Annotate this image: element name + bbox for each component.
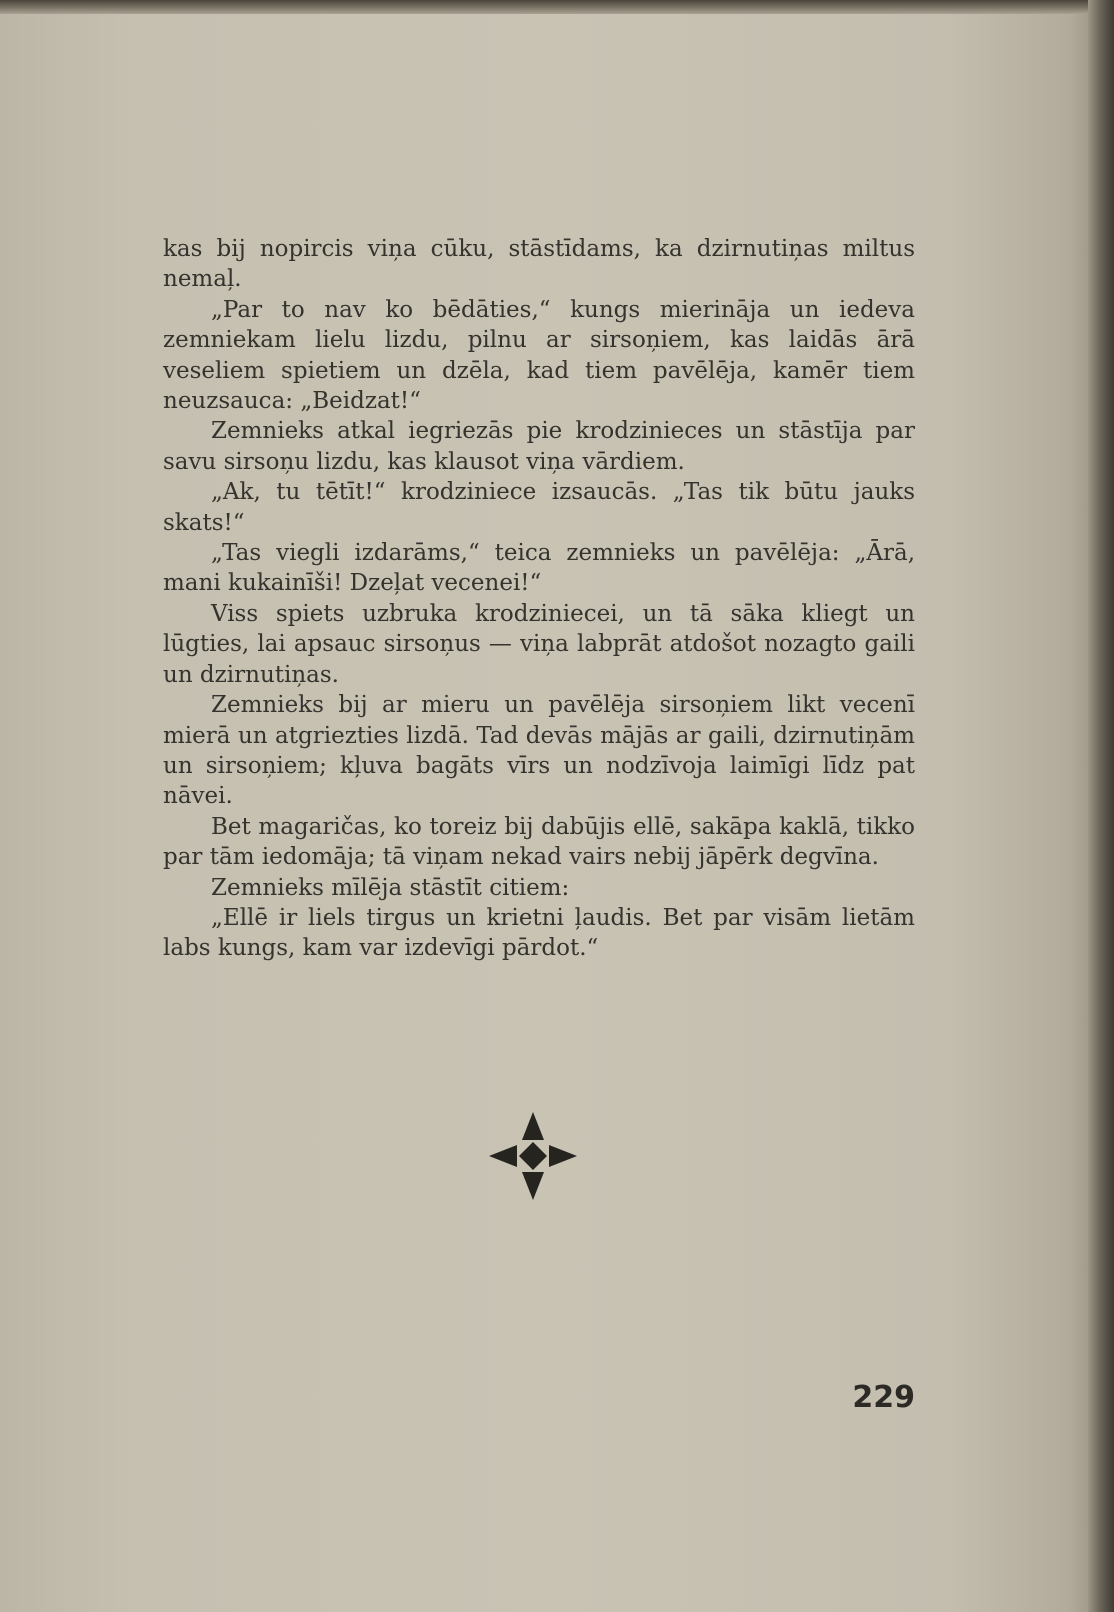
page-top-edge: [0, 0, 1114, 14]
paragraph: Zemnieks mīlēja stāstīt citiem:: [211, 874, 570, 901]
paragraph: Zemnieks bij ar mieru un pavēlēja sirsoņiem likt vecenī mierā un atgriezties lizdā. Tad devās mājās ar gaili, dzirnutiņām un sirsoņiem; kļuva bagāts vīrs un nodzīvoja laimīgi līdz pat nāvei.: [163, 692, 915, 810]
paragraph: „Ak, tu tētīt!“ krodziniece izsaucās. „Tas tik būtu jauks skats!“: [163, 479, 915, 536]
story-text: [163, 234, 915, 964]
paragraph: „Par to nav ko bēdāties,“ kungs mierināja un iedeva zemniekam lielu lizdu, pilnu ar sirsoņiem, kas laidās ārā veseliem spietiem un dzēla, kad tiem pavēlēja, kamēr tiem neuzsauca: „Beidzat!“: [163, 296, 915, 415]
paragraph: Zemnieks atkal iegriezās pie krodzinieces un stāstīja par savu sirsoņu lizdu, kas klausot viņa vārdiem.: [163, 418, 915, 475]
paragraph: „Ellē ir liels tirgus un krietni ļaudis. Bet par visām lietām labs kungs, kam var izdevīgi pārdot.“: [163, 904, 915, 962]
paragraph: Bet magaričas, ko toreiz bij dabūjis ellē, sakāpa kaklā, tikko par tām iedomāja; tā viņam nekad vairs nebij jāpērk degvīna.: [163, 813, 915, 871]
page-spine-edge: [1088, 0, 1114, 1612]
four-arrows-ornament-icon: [487, 1110, 579, 1202]
paragraph: kas bij nopircis viņa cūku, stāstīdams, ka dzirnutiņas miltus nemaļ.: [163, 236, 915, 293]
paragraph: Viss spiets uzbruka krodziniecei, un tā sāka kliegt un lūgties, lai apsauc sirsoņus — viņa labprāt atdošot nozagto gaili un dzirnutiņas.: [163, 600, 915, 688]
page-number: 229: [852, 1380, 915, 1415]
paragraph: „Tas viegli izdarāms,“ teica zemnieks un pavēlēja: „Ārā, mani kukainīši! Dzeļat vecenei!“: [163, 540, 915, 597]
